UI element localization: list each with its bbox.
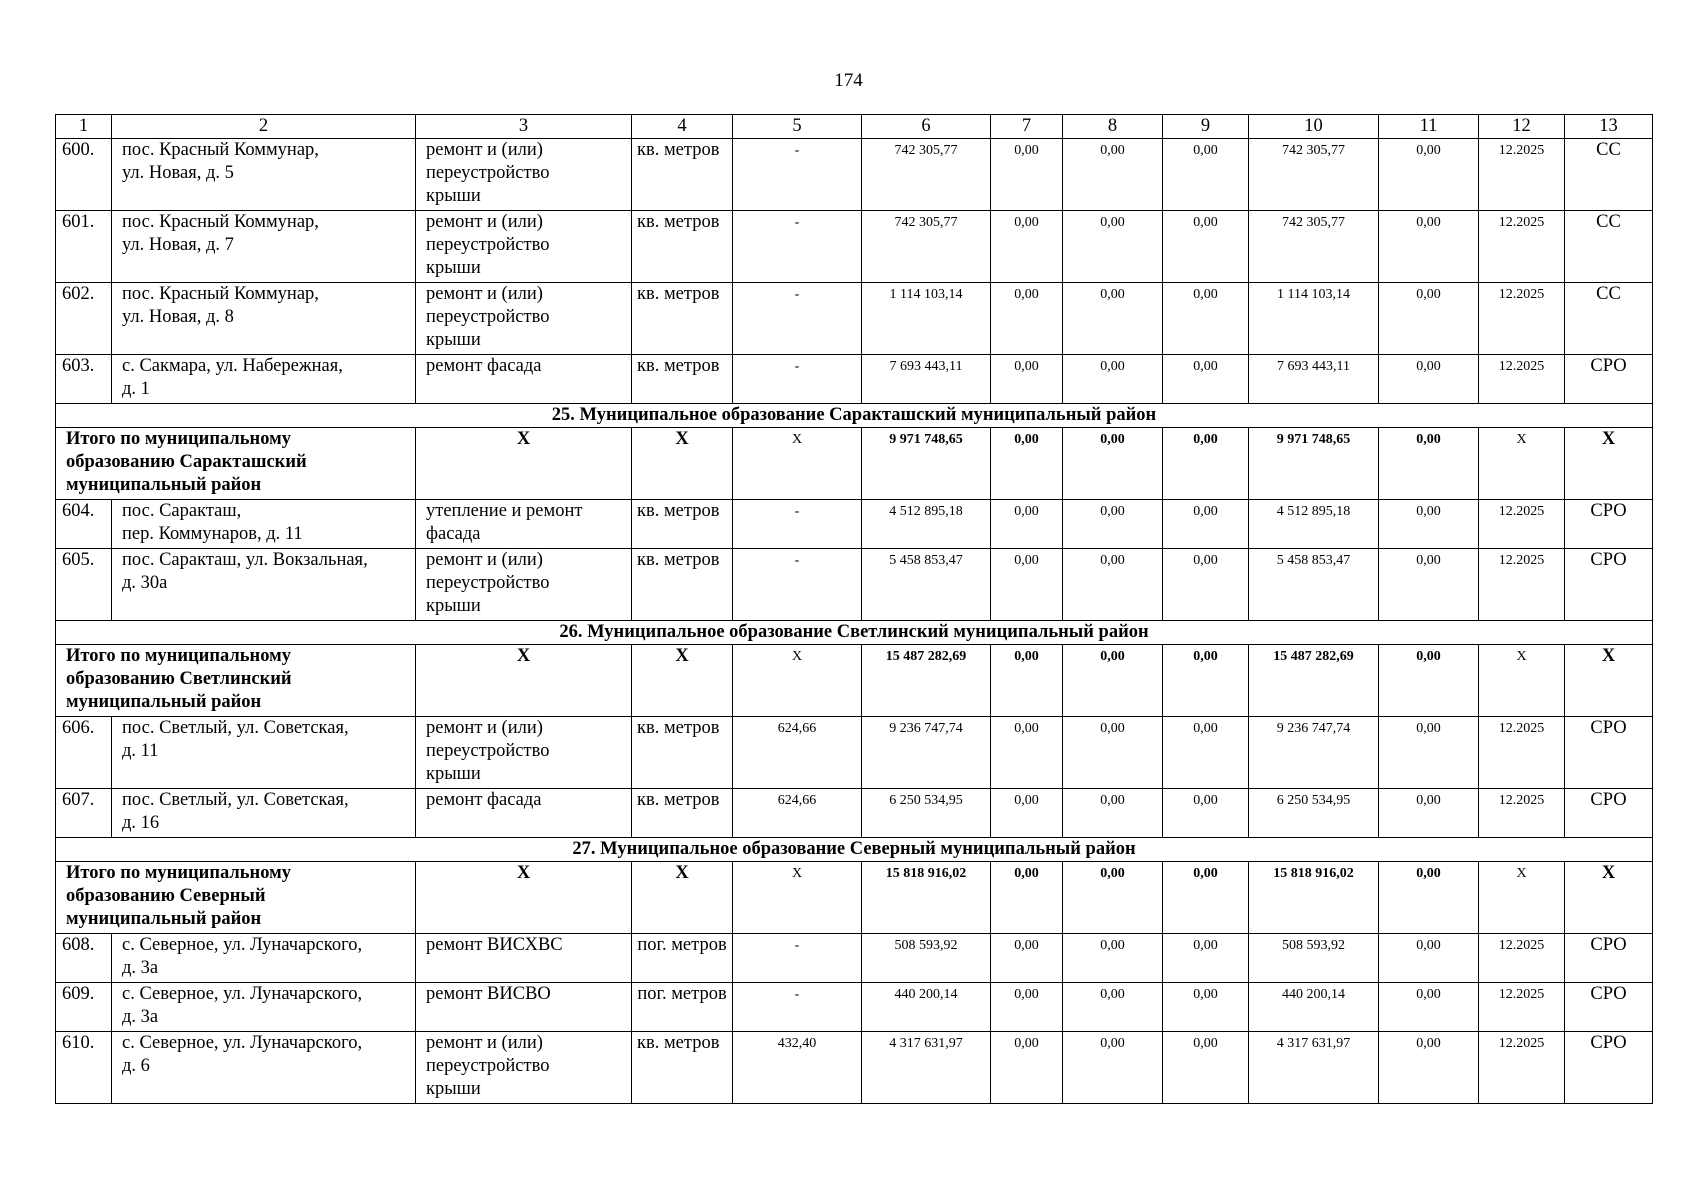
- address-cell: [112, 934, 416, 983]
- cell-col5: Х: [733, 428, 862, 500]
- cell-col5: -: [733, 283, 862, 355]
- cell-col12: Х: [1479, 862, 1565, 934]
- cell-col9: 0,00: [1163, 1032, 1249, 1104]
- cell-col8: 0,00: [1063, 500, 1163, 549]
- cell-col13: Х: [1565, 428, 1653, 500]
- cell-col6: 4 317 631,97: [862, 1032, 991, 1104]
- address-cell: [112, 789, 416, 838]
- cell-col11: 0,00: [1379, 355, 1479, 404]
- section-row: [56, 404, 1653, 428]
- cell-col13: СРО: [1565, 717, 1653, 789]
- cell-col12: 12.2025: [1479, 789, 1565, 838]
- cell-col9: 0,00: [1163, 862, 1249, 934]
- column-header: 9: [1163, 115, 1249, 139]
- cell-col13: СС: [1565, 139, 1653, 211]
- cell-col9: 0,00: [1163, 428, 1249, 500]
- cell-col3: Х: [416, 428, 632, 500]
- address-line: д. 3а: [122, 958, 159, 978]
- total-label-line: муниципальный район: [66, 692, 262, 712]
- cell-col13: СРО: [1565, 983, 1653, 1032]
- unit-cell: кв. метров: [632, 717, 733, 789]
- cell-col7: 0,00: [991, 549, 1063, 621]
- column-header: 7: [991, 115, 1063, 139]
- table-row: [56, 1032, 1653, 1104]
- cell-col8: 0,00: [1063, 862, 1163, 934]
- address-line: пос. Красный Коммунар,: [122, 212, 319, 232]
- column-header: 8: [1063, 115, 1163, 139]
- address-line: с. Северное, ул. Луначарского,: [122, 935, 363, 955]
- cell-col5: Х: [733, 862, 862, 934]
- work-type-line: крыши: [426, 764, 481, 784]
- cell-col6: 440 200,14: [862, 983, 991, 1032]
- section-title: 27. Муниципальное образование Северный муниципальный район: [56, 838, 1653, 862]
- cell-col7: 0,00: [991, 283, 1063, 355]
- unit-cell: кв. метров: [632, 139, 733, 211]
- address-line: д. 3а: [122, 1007, 159, 1027]
- unit-cell: кв. метров: [632, 789, 733, 838]
- cell-col6: 742 305,77: [862, 139, 991, 211]
- work-type-line: крыши: [426, 1079, 481, 1099]
- column-header: 13: [1565, 115, 1653, 139]
- cell-col10: 7 693 443,11: [1249, 355, 1379, 404]
- total-label: [56, 428, 416, 500]
- cell-col10: 15 818 916,02: [1249, 862, 1379, 934]
- cell-col10: 4 317 631,97: [1249, 1032, 1379, 1104]
- cell-col12: Х: [1479, 428, 1565, 500]
- cell-col12: 12.2025: [1479, 1032, 1565, 1104]
- column-header: 5: [733, 115, 862, 139]
- cell-col7: 0,00: [991, 645, 1063, 717]
- cell-col9: 0,00: [1163, 283, 1249, 355]
- total-row: [56, 428, 1653, 500]
- table-row: [56, 983, 1653, 1032]
- cell-col13: СРО: [1565, 789, 1653, 838]
- work-type-line: крыши: [426, 596, 481, 616]
- work-type-cell: [416, 283, 632, 355]
- total-label-line: муниципальный район: [66, 909, 262, 929]
- work-type-cell: [416, 983, 632, 1032]
- address-cell: [112, 500, 416, 549]
- row-number: 601.: [56, 211, 112, 283]
- address-line: пер. Коммунаров, д. 11: [122, 524, 303, 544]
- cell-col6: 1 114 103,14: [862, 283, 991, 355]
- cell-col6: 7 693 443,11: [862, 355, 991, 404]
- cell-col13: Х: [1565, 645, 1653, 717]
- cell-col6: 15 487 282,69: [862, 645, 991, 717]
- cell-col8: 0,00: [1063, 789, 1163, 838]
- work-type-cell: [416, 211, 632, 283]
- work-type-line: ремонт ВИСХВС: [426, 935, 563, 955]
- address-line: пос. Красный Коммунар,: [122, 284, 319, 304]
- unit-cell: кв. метров: [632, 500, 733, 549]
- address-line: пос. Светлый, ул. Советская,: [122, 790, 349, 810]
- cell-col7: 0,00: [991, 428, 1063, 500]
- cell-col13: СС: [1565, 283, 1653, 355]
- table-row: [56, 139, 1653, 211]
- total-label-line: образованию Саракташский: [66, 452, 307, 472]
- cell-col8: 0,00: [1063, 549, 1163, 621]
- cell-col10: 15 487 282,69: [1249, 645, 1379, 717]
- cell-col7: 0,00: [991, 1032, 1063, 1104]
- work-type-cell: [416, 717, 632, 789]
- column-header: 2: [112, 115, 416, 139]
- address-line: пос. Саракташ, ул. Вокзальная,: [122, 550, 368, 570]
- address-line: д. 1: [122, 379, 150, 399]
- cell-col6: 15 818 916,02: [862, 862, 991, 934]
- unit-cell: кв. метров: [632, 211, 733, 283]
- address-cell: [112, 211, 416, 283]
- total-label-line: Итого по муниципальному: [66, 429, 291, 449]
- table-row: [56, 934, 1653, 983]
- cell-col6: 508 593,92: [862, 934, 991, 983]
- cell-col8: 0,00: [1063, 428, 1163, 500]
- cell-col3: Х: [416, 862, 632, 934]
- row-number: 609.: [56, 983, 112, 1032]
- work-type-cell: [416, 934, 632, 983]
- cell-col6: 742 305,77: [862, 211, 991, 283]
- cell-col10: 5 458 853,47: [1249, 549, 1379, 621]
- table-row: [56, 789, 1653, 838]
- cell-col5: 432,40: [733, 1032, 862, 1104]
- cell-col13: СРО: [1565, 355, 1653, 404]
- column-header: 10: [1249, 115, 1379, 139]
- address-line: пос. Светлый, ул. Советская,: [122, 718, 349, 738]
- cell-col11: 0,00: [1379, 934, 1479, 983]
- cell-col10: 742 305,77: [1249, 211, 1379, 283]
- cell-col13: СС: [1565, 211, 1653, 283]
- cell-col9: 0,00: [1163, 549, 1249, 621]
- cell-col9: 0,00: [1163, 139, 1249, 211]
- work-type-line: крыши: [426, 258, 481, 278]
- work-type-cell: [416, 549, 632, 621]
- cell-col10: 440 200,14: [1249, 983, 1379, 1032]
- address-line: д. 30а: [122, 573, 168, 593]
- column-header: 1: [56, 115, 112, 139]
- cell-col12: 12.2025: [1479, 934, 1565, 983]
- cell-col10: 6 250 534,95: [1249, 789, 1379, 838]
- table-row: [56, 283, 1653, 355]
- cell-col9: 0,00: [1163, 500, 1249, 549]
- work-type-cell: [416, 789, 632, 838]
- cell-col6: 4 512 895,18: [862, 500, 991, 549]
- table-row: [56, 500, 1653, 549]
- cell-col4: Х: [632, 645, 733, 717]
- cell-col13: СРО: [1565, 549, 1653, 621]
- address-line: пос. Саракташ,: [122, 501, 242, 521]
- capital-repair-table: [55, 114, 1653, 1104]
- row-number: 604.: [56, 500, 112, 549]
- cell-col8: 0,00: [1063, 645, 1163, 717]
- total-row: [56, 645, 1653, 717]
- cell-col11: 0,00: [1379, 139, 1479, 211]
- cell-col8: 0,00: [1063, 717, 1163, 789]
- cell-col5: -: [733, 139, 862, 211]
- total-row: [56, 862, 1653, 934]
- row-number: 605.: [56, 549, 112, 621]
- cell-col7: 0,00: [991, 717, 1063, 789]
- work-type-line: крыши: [426, 330, 481, 350]
- address-line: с. Северное, ул. Луначарского,: [122, 984, 363, 1004]
- column-header: 6: [862, 115, 991, 139]
- unit-cell: кв. метров: [632, 1032, 733, 1104]
- total-label: [56, 645, 416, 717]
- row-number: 607.: [56, 789, 112, 838]
- work-type-line: ремонт и (или): [426, 1033, 543, 1053]
- cell-col5: 624,66: [733, 789, 862, 838]
- work-type-cell: [416, 139, 632, 211]
- cell-col4: Х: [632, 428, 733, 500]
- cell-col8: 0,00: [1063, 139, 1163, 211]
- cell-col10: 9 236 747,74: [1249, 717, 1379, 789]
- address-cell: [112, 549, 416, 621]
- cell-col13: Х: [1565, 862, 1653, 934]
- cell-col11: 0,00: [1379, 645, 1479, 717]
- unit-cell: кв. метров: [632, 355, 733, 404]
- cell-col5: Х: [733, 645, 862, 717]
- total-label-line: образованию Светлинский: [66, 669, 292, 689]
- cell-col9: 0,00: [1163, 934, 1249, 983]
- cell-col8: 0,00: [1063, 355, 1163, 404]
- cell-col5: -: [733, 934, 862, 983]
- row-number: 603.: [56, 355, 112, 404]
- work-type-line: переустройство: [426, 163, 550, 183]
- cell-col10: 9 971 748,65: [1249, 428, 1379, 500]
- total-label-line: образованию Северный: [66, 886, 266, 906]
- table-body: [56, 115, 1653, 1104]
- work-type-line: ремонт и (или): [426, 140, 543, 160]
- unit-cell: пог. метров: [632, 983, 733, 1032]
- work-type-line: ремонт и (или): [426, 212, 543, 232]
- cell-col12: 12.2025: [1479, 983, 1565, 1032]
- cell-col9: 0,00: [1163, 355, 1249, 404]
- work-type-line: переустройство: [426, 235, 550, 255]
- section-row: [56, 621, 1653, 645]
- total-label-line: Итого по муниципальному: [66, 646, 291, 666]
- work-type-line: ремонт и (или): [426, 284, 543, 304]
- address-cell: [112, 139, 416, 211]
- work-type-line: ремонт и (или): [426, 718, 543, 738]
- cell-col6: 9 236 747,74: [862, 717, 991, 789]
- work-type-line: ремонт ВИСВО: [426, 984, 551, 1004]
- cell-col12: 12.2025: [1479, 211, 1565, 283]
- cell-col9: 0,00: [1163, 211, 1249, 283]
- column-header: 3: [416, 115, 632, 139]
- work-type-line: ремонт фасада: [426, 356, 542, 376]
- cell-col9: 0,00: [1163, 645, 1249, 717]
- cell-col7: 0,00: [991, 862, 1063, 934]
- address-line: д. 11: [122, 741, 159, 761]
- cell-col10: 508 593,92: [1249, 934, 1379, 983]
- cell-col12: 12.2025: [1479, 717, 1565, 789]
- cell-col10: 1 114 103,14: [1249, 283, 1379, 355]
- address-cell: [112, 355, 416, 404]
- cell-col5: 624,66: [733, 717, 862, 789]
- cell-col13: СРО: [1565, 500, 1653, 549]
- cell-col12: Х: [1479, 645, 1565, 717]
- cell-col11: 0,00: [1379, 789, 1479, 838]
- address-line: ул. Новая, д. 7: [122, 235, 234, 255]
- total-label-line: Итого по муниципальному: [66, 863, 291, 883]
- cell-col7: 0,00: [991, 139, 1063, 211]
- total-label-line: муниципальный район: [66, 475, 262, 495]
- cell-col6: 6 250 534,95: [862, 789, 991, 838]
- cell-col9: 0,00: [1163, 789, 1249, 838]
- cell-col8: 0,00: [1063, 983, 1163, 1032]
- work-type-line: ремонт фасада: [426, 790, 542, 810]
- section-title: 25. Муниципальное образование Саракташский муниципальный район: [56, 404, 1653, 428]
- cell-col4: Х: [632, 862, 733, 934]
- total-label: [56, 862, 416, 934]
- table-row: [56, 211, 1653, 283]
- cell-col13: СРО: [1565, 934, 1653, 983]
- cell-col8: 0,00: [1063, 934, 1163, 983]
- cell-col11: 0,00: [1379, 500, 1479, 549]
- address-line: ул. Новая, д. 5: [122, 163, 234, 183]
- row-number: 606.: [56, 717, 112, 789]
- cell-col8: 0,00: [1063, 1032, 1163, 1104]
- address-line: с. Сакмара, ул. Набережная,: [122, 356, 343, 376]
- cell-col11: 0,00: [1379, 983, 1479, 1032]
- address-line: пос. Красный Коммунар,: [122, 140, 319, 160]
- address-line: д. 16: [122, 813, 160, 833]
- cell-col11: 0,00: [1379, 283, 1479, 355]
- cell-col6: 9 971 748,65: [862, 428, 991, 500]
- table-row: [56, 549, 1653, 621]
- column-header: 4: [632, 115, 733, 139]
- row-number: 610.: [56, 1032, 112, 1104]
- work-type-line: фасада: [426, 524, 481, 544]
- section-row: [56, 838, 1653, 862]
- cell-col5: -: [733, 500, 862, 549]
- table-header-row: [56, 115, 1653, 139]
- cell-col7: 0,00: [991, 355, 1063, 404]
- cell-col11: 0,00: [1379, 428, 1479, 500]
- cell-col9: 0,00: [1163, 983, 1249, 1032]
- row-number: 608.: [56, 934, 112, 983]
- address-line: с. Северное, ул. Луначарского,: [122, 1033, 363, 1053]
- cell-col5: -: [733, 983, 862, 1032]
- cell-col7: 0,00: [991, 211, 1063, 283]
- column-header: 12: [1479, 115, 1565, 139]
- work-type-line: переустройство: [426, 573, 550, 593]
- work-type-cell: [416, 1032, 632, 1104]
- address-cell: [112, 1032, 416, 1104]
- row-number: 602.: [56, 283, 112, 355]
- work-type-line: крыши: [426, 186, 481, 206]
- cell-col8: 0,00: [1063, 283, 1163, 355]
- table-row: [56, 355, 1653, 404]
- section-title: 26. Муниципальное образование Светлинский муниципальный район: [56, 621, 1653, 645]
- cell-col12: 12.2025: [1479, 355, 1565, 404]
- cell-col11: 0,00: [1379, 717, 1479, 789]
- cell-col7: 0,00: [991, 983, 1063, 1032]
- cell-col12: 12.2025: [1479, 549, 1565, 621]
- cell-col12: 12.2025: [1479, 283, 1565, 355]
- cell-col11: 0,00: [1379, 211, 1479, 283]
- address-cell: [112, 717, 416, 789]
- address-cell: [112, 283, 416, 355]
- unit-cell: кв. метров: [632, 549, 733, 621]
- work-type-cell: [416, 355, 632, 404]
- work-type-line: переустройство: [426, 307, 550, 327]
- cell-col12: 12.2025: [1479, 139, 1565, 211]
- work-type-line: ремонт и (или): [426, 550, 543, 570]
- address-line: ул. Новая, д. 8: [122, 307, 234, 327]
- work-type-line: утепление и ремонт: [426, 501, 583, 521]
- cell-col12: 12.2025: [1479, 500, 1565, 549]
- address-line: д. 6: [122, 1056, 150, 1076]
- page-number: 174: [834, 70, 863, 91]
- cell-col8: 0,00: [1063, 211, 1163, 283]
- cell-col10: 742 305,77: [1249, 139, 1379, 211]
- cell-col10: 4 512 895,18: [1249, 500, 1379, 549]
- cell-col11: 0,00: [1379, 1032, 1479, 1104]
- cell-col7: 0,00: [991, 789, 1063, 838]
- cell-col11: 0,00: [1379, 862, 1479, 934]
- unit-cell: пог. метров: [632, 934, 733, 983]
- cell-col7: 0,00: [991, 934, 1063, 983]
- cell-col6: 5 458 853,47: [862, 549, 991, 621]
- work-type-line: переустройство: [426, 741, 550, 761]
- cell-col13: СРО: [1565, 1032, 1653, 1104]
- cell-col7: 0,00: [991, 500, 1063, 549]
- cell-col5: -: [733, 355, 862, 404]
- table-row: [56, 717, 1653, 789]
- address-cell: [112, 983, 416, 1032]
- cell-col3: Х: [416, 645, 632, 717]
- row-number: 600.: [56, 139, 112, 211]
- cell-col9: 0,00: [1163, 717, 1249, 789]
- cell-col11: 0,00: [1379, 549, 1479, 621]
- unit-cell: кв. метров: [632, 283, 733, 355]
- work-type-cell: [416, 500, 632, 549]
- cell-col5: -: [733, 549, 862, 621]
- work-type-line: переустройство: [426, 1056, 550, 1076]
- column-header: 11: [1379, 115, 1479, 139]
- cell-col5: -: [733, 211, 862, 283]
